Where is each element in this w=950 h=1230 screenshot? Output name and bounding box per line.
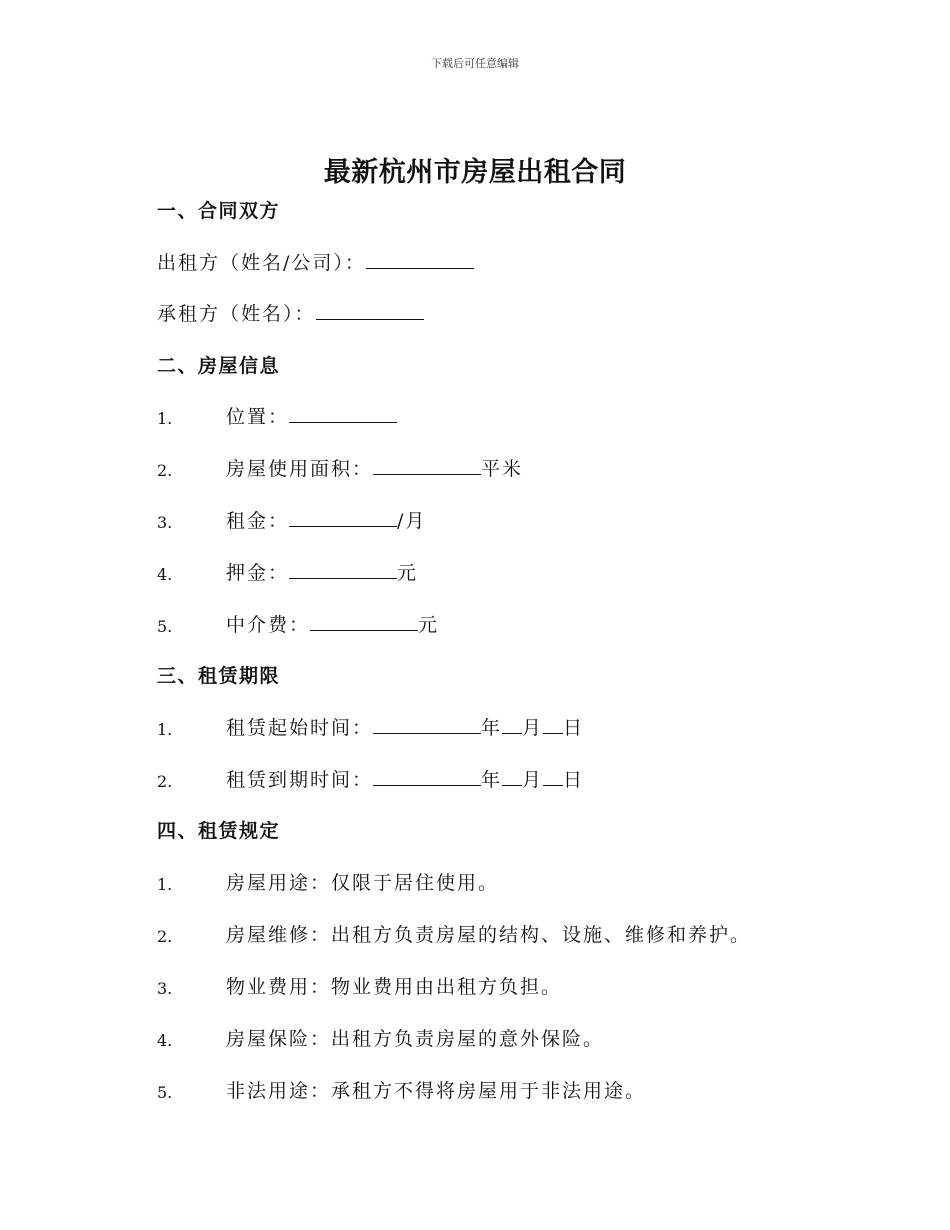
rule-text: 非法用途：承租方不得将房屋用于非法用途。 — [226, 1080, 647, 1102]
end-day-blank[interactable] — [543, 767, 563, 786]
month-label: 月 — [522, 717, 544, 739]
year-label: 年 — [481, 717, 503, 739]
lessee-blank[interactable] — [316, 301, 424, 320]
area-blank[interactable] — [373, 456, 481, 475]
end-month-blank[interactable] — [502, 767, 522, 786]
item-label: 租赁起始时间： — [226, 717, 374, 739]
item-number: 4. — [157, 1031, 173, 1050]
item-label: 租赁到期时间： — [226, 769, 374, 791]
item-number: 2. — [157, 772, 173, 791]
lessor-line — [157, 250, 474, 276]
rent-blank[interactable] — [289, 508, 397, 527]
start-year-blank[interactable] — [373, 715, 481, 734]
list-item — [226, 612, 439, 638]
item-number: 5. — [157, 1083, 173, 1102]
item-number: 1. — [157, 720, 173, 739]
item-label: 房屋使用面积： — [226, 458, 374, 480]
list-item — [226, 715, 584, 741]
rule-text: 房屋用途：仅限于居住使用。 — [226, 872, 500, 894]
day-label: 日 — [563, 717, 585, 739]
end-year-blank[interactable] — [373, 767, 481, 786]
section-3-heading: 三、租赁期限 — [157, 665, 281, 687]
start-month-blank[interactable] — [502, 715, 522, 734]
list-item — [226, 508, 426, 534]
deposit-blank[interactable] — [289, 560, 397, 579]
item-suffix: 平米 — [481, 458, 524, 480]
header-note: 下载后可任意编辑 — [431, 57, 519, 70]
item-number: 3. — [157, 513, 173, 532]
item-suffix: /月 — [397, 510, 427, 532]
year-label: 年 — [481, 769, 503, 791]
section-4-heading: 四、租赁规定 — [157, 820, 281, 842]
rule-text: 房屋维修：出租方负责房屋的结构、设施、维修和养护。 — [226, 924, 752, 946]
document-title: 最新杭州市房屋出租合同 — [323, 157, 627, 188]
item-number: 2. — [157, 461, 173, 480]
section-1-heading: 一、合同双方 — [157, 200, 281, 222]
item-number: 4. — [157, 565, 173, 584]
item-number: 1. — [157, 409, 173, 428]
lessee-label: 承租方（姓名）： — [157, 303, 316, 325]
list-item — [226, 560, 418, 586]
item-suffix: 元 — [397, 562, 419, 584]
list-item — [226, 767, 584, 793]
item-label: 位置： — [226, 406, 290, 428]
month-label: 月 — [522, 769, 544, 791]
agency-fee-blank[interactable] — [310, 612, 418, 631]
item-number: 5. — [157, 617, 173, 636]
item-number: 2. — [157, 927, 173, 946]
item-label: 中介费： — [226, 614, 311, 636]
day-label: 日 — [563, 769, 585, 791]
section-2-heading: 二、房屋信息 — [157, 355, 281, 377]
rule-text: 物业费用：物业费用由出租方负担。 — [226, 976, 563, 998]
item-number: 1. — [157, 875, 173, 894]
item-suffix: 元 — [418, 614, 440, 636]
start-day-blank[interactable] — [543, 715, 563, 734]
list-item — [226, 456, 523, 482]
item-number: 3. — [157, 979, 173, 998]
lessee-line — [157, 301, 424, 327]
location-blank[interactable] — [289, 404, 397, 423]
lessor-blank[interactable] — [366, 250, 474, 269]
item-label: 押金： — [226, 562, 290, 584]
lessor-label: 出租方（姓名/公司）： — [157, 252, 366, 274]
item-label: 租金： — [226, 510, 290, 532]
list-item — [226, 404, 397, 430]
rule-text: 房屋保险：出租方负责房屋的意外保险。 — [226, 1028, 605, 1050]
